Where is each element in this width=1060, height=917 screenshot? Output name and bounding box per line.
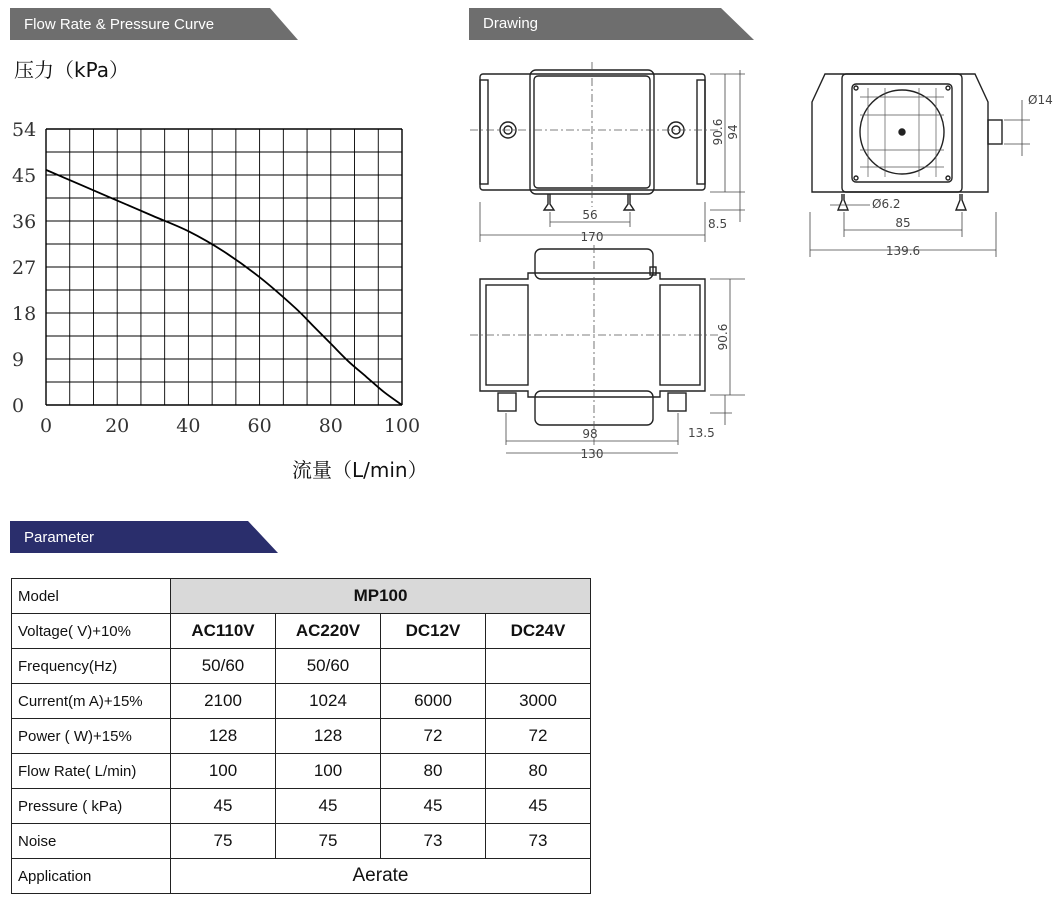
table-cell: 73 <box>381 824 486 859</box>
y-tick-label: 54 <box>12 119 37 141</box>
y-tick-label: 27 <box>12 257 37 279</box>
table-cell: 50/60 <box>171 649 276 684</box>
table-cell: 45 <box>486 789 591 824</box>
side-outlet-diameter: Ø14 <box>1028 93 1053 107</box>
row-label: Noise <box>12 824 171 859</box>
front-width: 170 <box>580 230 604 244</box>
y-tick-label: 45 <box>12 165 37 187</box>
row-label: Flow Rate( L/min) <box>12 754 171 789</box>
y-tick-label: 18 <box>12 303 37 325</box>
table-row <box>12 719 591 754</box>
row-label: Pressure ( kPa) <box>12 789 171 824</box>
front-hole-spacing: 56 <box>582 208 598 222</box>
side-view-drawing <box>800 62 1060 262</box>
table-cell: 80 <box>381 754 486 789</box>
voltage-label: Voltage( V)+10% <box>12 614 171 649</box>
application-row <box>12 859 591 894</box>
table-row <box>12 649 591 684</box>
x-axis-label: 流量（L/min） <box>292 458 428 482</box>
front-height-b: 94 <box>726 124 740 140</box>
side-width: 139.6 <box>885 244 921 258</box>
row-label: Power ( W)+15% <box>12 719 171 754</box>
side-nozzle-diameter: Ø6.2 <box>872 197 901 211</box>
table-cell: 73 <box>486 824 591 859</box>
table-cell: 6000 <box>381 684 486 719</box>
chart-grid <box>46 129 402 405</box>
table-cell: 3000 <box>486 684 591 719</box>
row-label: Frequency(Hz) <box>12 649 171 684</box>
y-tick-label: 36 <box>12 211 37 233</box>
table-cell <box>381 649 486 684</box>
table-cell: 50/60 <box>276 649 381 684</box>
table-cell: 80 <box>486 754 591 789</box>
top-foot: 13.5 <box>688 426 715 440</box>
front-view-drawing <box>470 62 770 252</box>
pressure-curve <box>46 170 402 405</box>
x-tick-label: 20 <box>105 415 130 437</box>
chart-svg <box>0 45 440 495</box>
table-cell <box>486 649 591 684</box>
table-cell: 72 <box>486 719 591 754</box>
table-cell: 100 <box>171 754 276 789</box>
table-row <box>12 789 591 824</box>
flow-pressure-chart <box>0 45 440 495</box>
application-label: Application <box>12 859 171 894</box>
table-cell: 75 <box>276 824 381 859</box>
voltage-cell: AC110V <box>171 614 276 649</box>
voltage-cell: AC220V <box>276 614 381 649</box>
table-cell: 1024 <box>276 684 381 719</box>
x-tick-label: 40 <box>176 415 201 437</box>
table-cell: 72 <box>381 719 486 754</box>
model-value: MP100 <box>171 579 591 614</box>
voltage-cell: DC24V <box>486 614 591 649</box>
top-width: 130 <box>580 447 604 461</box>
y-tick-label: 9 <box>12 349 25 371</box>
application-value: Aerate <box>171 859 591 894</box>
table-cell: 128 <box>171 719 276 754</box>
front-foot: 8.5 <box>708 217 728 231</box>
x-tick-label: 80 <box>318 415 343 437</box>
table-cell: 100 <box>276 754 381 789</box>
voltage-row <box>12 614 591 649</box>
parameter-table <box>11 578 591 894</box>
side-hole-spacing: 85 <box>895 216 911 230</box>
x-tick-label: 60 <box>247 415 272 437</box>
table-row <box>12 824 591 859</box>
table-cell: 128 <box>276 719 381 754</box>
x-tick-label: 0 <box>39 415 53 437</box>
table-cell: 75 <box>171 824 276 859</box>
drawing-banner <box>469 8 754 40</box>
top-view-drawing <box>470 245 770 465</box>
table-cell: 45 <box>381 789 486 824</box>
parameter-banner <box>10 521 278 553</box>
flow-rate-banner <box>10 8 298 40</box>
parameter-title: Parameter <box>24 529 95 546</box>
table-row <box>12 754 591 789</box>
model-row <box>12 579 591 614</box>
x-tick-label: 100 <box>383 415 421 437</box>
voltage-cell: DC12V <box>381 614 486 649</box>
flow-rate-title: Flow Rate & Pressure Curve <box>24 16 215 33</box>
chart-ticks <box>12 119 420 437</box>
table-cell: 2100 <box>171 684 276 719</box>
model-label: Model <box>12 579 171 614</box>
front-height-a: 90.6 <box>711 118 725 146</box>
table-row <box>12 684 591 719</box>
table-cell: 45 <box>171 789 276 824</box>
row-label: Current(m A)+15% <box>12 684 171 719</box>
y-axis-label: 压力（kPa） <box>14 58 129 82</box>
top-height: 90.6 <box>716 323 730 351</box>
top-foot-spacing: 98 <box>582 427 598 441</box>
drawing-title: Drawing <box>483 15 539 32</box>
table-cell: 45 <box>276 789 381 824</box>
y-tick-label: 0 <box>12 395 25 417</box>
